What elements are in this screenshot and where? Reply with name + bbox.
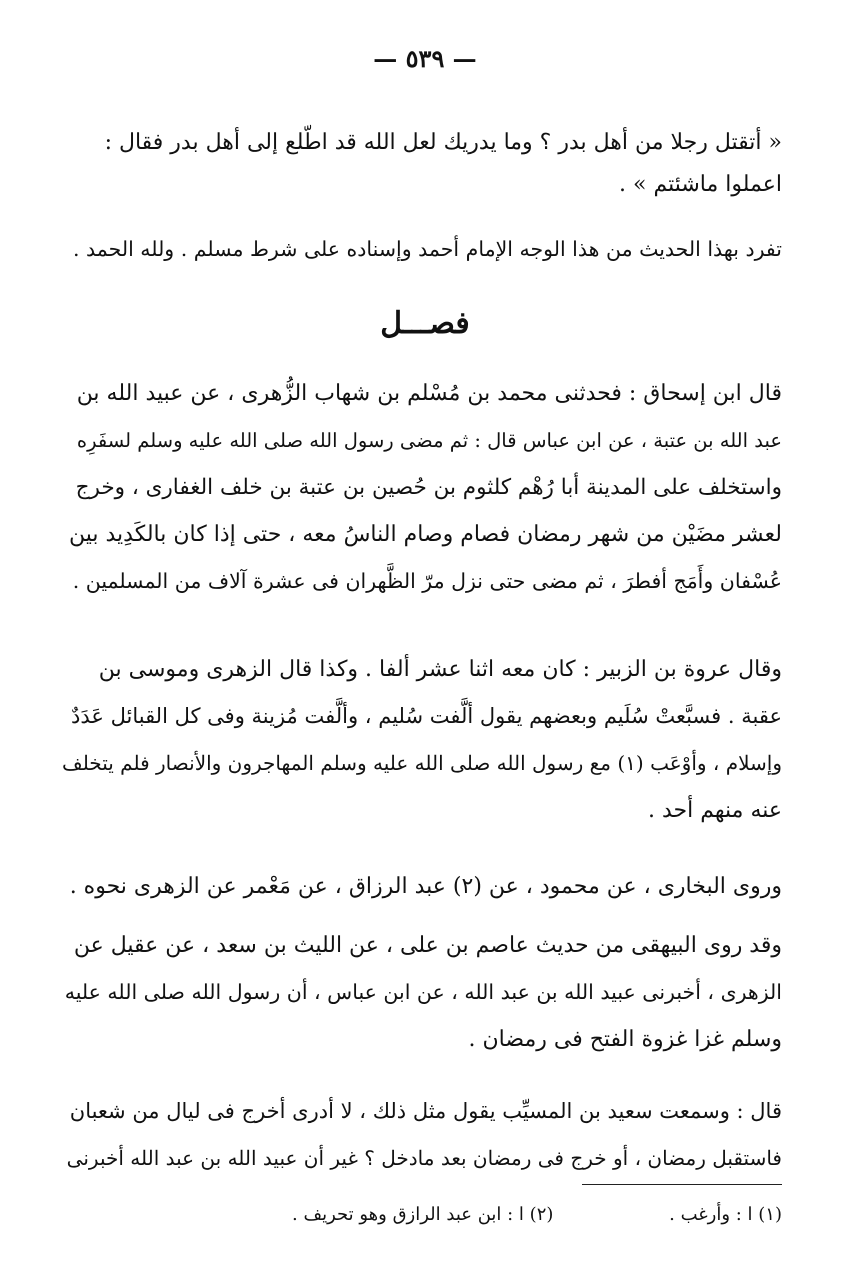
- footnote-2: (٢) ا : ابن عبد الرازق وهو تحريف .: [292, 1204, 554, 1225]
- text-line: وإسلام ، وأوْعَب (١) مع رسول الله صلى الله عليه وسلم المهاجرون والأنصار فلم يتخلف: [61, 751, 782, 775]
- text-line: عنه منهم أحد .: [648, 798, 782, 823]
- attribution-note: [62, 228, 782, 270]
- text-line: فاستقبل رمضان ، أو خرج فى رمضان بعد مادخل ؟ غير أن عبيد الله بن عبد الله أخبرنى: [66, 1146, 782, 1170]
- text-line: عُسْفان وأَمَج أفطرَ ، ثم مضى حتى نزل مرّ الظَّهران فى عشرة آلاف من المسلمين .: [72, 569, 782, 593]
- text-line: « أتقتل رجلا من أهل بدر ؟ وما يدريك لعل الله قد اطّلع إلى أهل بدر فقال :: [104, 130, 782, 155]
- text-line: قال : وسمعت سعيد بن المسيِّب يقول مثل ذلك ، لا أدرى أخرج فى ليال من شعبان: [69, 1099, 782, 1123]
- footnote-divider: [582, 1184, 782, 1185]
- text-line: عبد الله بن عتبة ، عن ابن عباس قال : ثم مضى رسول الله صلى الله عليه وسلم لسفَرِه: [76, 429, 782, 452]
- text-line: وسلم غزا غزوة الفتح فى رمضان .: [468, 1027, 782, 1052]
- text-line: وروى البخارى ، عن محمود ، عن (٢) عبد الرزاق ، عن مَعْمر عن الزهرى نحوه .: [69, 874, 782, 899]
- text-line: لعشر مضَيْن من شهر رمضان فصام وصام الناسُ معه ، حتى إذا كان بالكَدِيد بين: [68, 522, 782, 547]
- page-number: — ٥٣٩ —: [373, 44, 477, 73]
- section-title: فصـــل: [380, 306, 470, 341]
- text-line: وقال عروة بن الزبير : كان معه اثنا عشر ألفا . وكذا قال الزهرى وموسى بن: [98, 657, 782, 682]
- text-line: عقبة . فسبَّعتْ سُلَيم وبعضهم يقول ألَّفت سُليم ، وألَّفت مُزينة وفى كل القبائل عَدَدٌ: [71, 704, 782, 728]
- paragraph: [62, 646, 782, 834]
- text-line: تفرد بهذا الحديث من هذا الوجه الإمام أحمد وإسناده على شرط مسلم . ولله الحمد .: [72, 237, 782, 261]
- paragraph: [62, 866, 782, 908]
- text-line: اعملوا ماشئتم » .: [619, 172, 782, 197]
- hadith-quote: [62, 122, 782, 206]
- paragraph: [62, 1088, 782, 1182]
- footnote-1: (١) ا : وأرغب .: [669, 1204, 782, 1225]
- paragraph: [62, 370, 782, 605]
- text-line: واستخلف على المدينة أبا رُهْم كلثوم بن حُصين بن عتبة بن خلف الغفارى ، وخرج: [75, 475, 782, 500]
- paragraph: [62, 922, 782, 1063]
- footnotes: [62, 1204, 782, 1225]
- text-line: الزهرى ، أخبرنى عبيد الله بن عبد الله ، عن ابن عباس ، أن رسول الله صلى الله عليه: [64, 980, 782, 1004]
- text-line: قال ابن إسحاق : فحدثنى محمد بن مُسْلم بن شهاب الزُّهرى ، عن عبيد الله بن: [76, 381, 782, 406]
- text-line: وقد روى البيهقى من حديث عاصم بن على ، عن الليث بن سعد ، عن عقيل عن: [73, 933, 782, 958]
